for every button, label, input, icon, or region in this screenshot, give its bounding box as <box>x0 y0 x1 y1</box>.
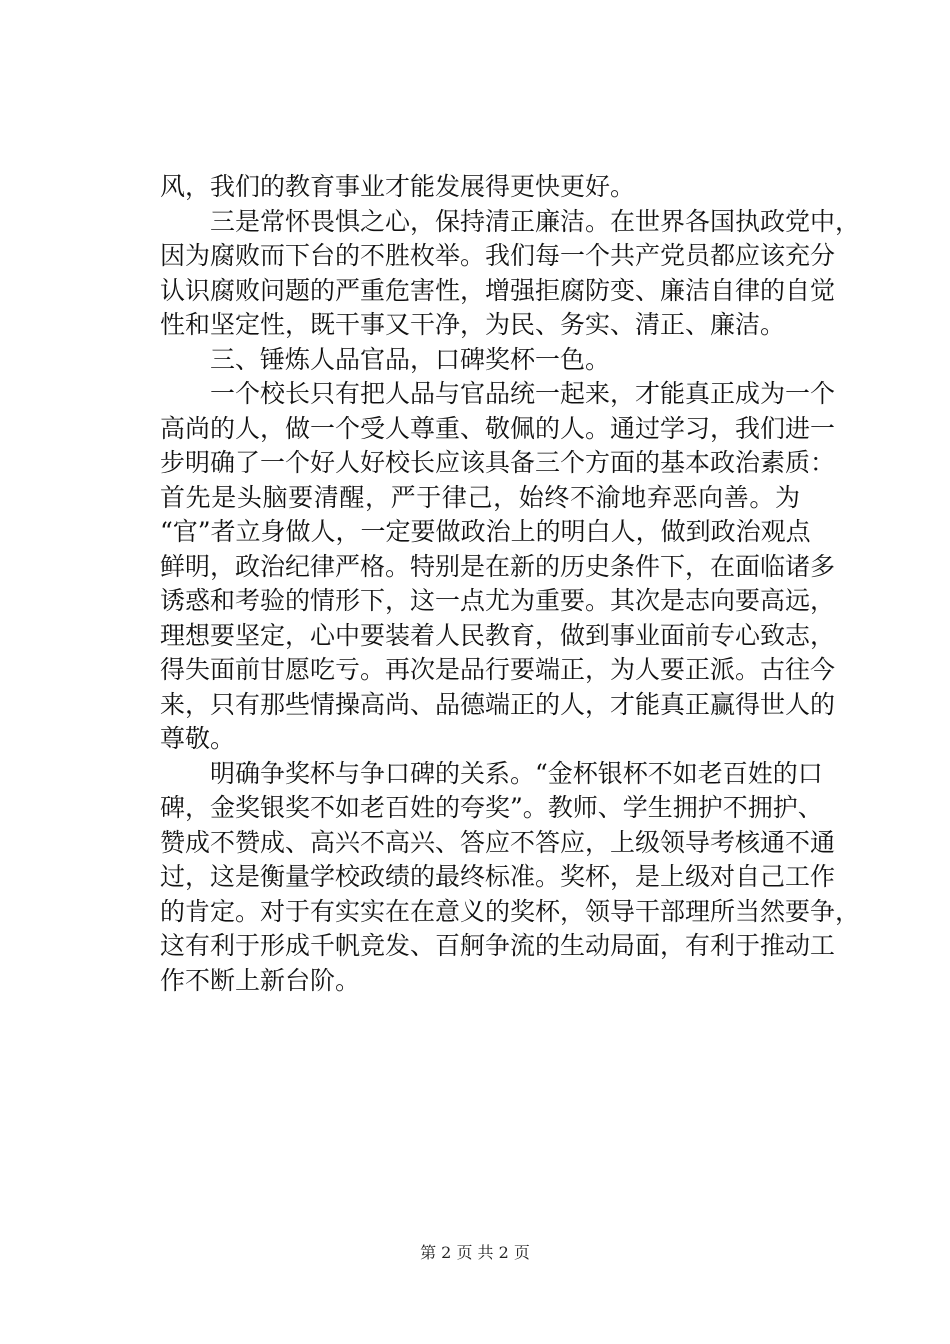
text-line: “官”者立身做人，一定要做政治上的明白人，做到政治观点 <box>160 517 811 546</box>
text-line: 尊敬。 <box>160 724 236 753</box>
section-heading: 三、锤炼人品官品，口碑奖杯一色。 <box>160 344 611 374</box>
text-line: 来，只有那些情操高尚、品德端正的人，才能真正赢得世人的 <box>160 689 836 719</box>
text-line: 三是常怀畏惧之心，保持清正廉洁。在世界各国执政党中， <box>160 206 861 236</box>
text-line: 性和坚定性，既干事又干净，为民、务实、清正、廉洁。 <box>160 310 786 339</box>
text-line: 碑，金奖银奖不如老百姓的夸奖”。教师、学生拥护不拥护、 <box>160 793 823 822</box>
text-line: 高尚的人，做一个受人尊重、敬佩的人。通过学习，我们进一 <box>160 413 836 443</box>
text-line: 明确争奖杯与争口碑的关系。“金杯银杯不如老百姓的口 <box>160 758 823 788</box>
text-line: 因为腐败而下台的不胜枚举。我们每一个共产党员都应该充分 <box>160 241 836 270</box>
text-line: 过，这是衡量学校政绩的最终标准。奖杯，是上级对自己工作 <box>160 862 836 891</box>
text-line: 作不断上新台阶。 <box>160 965 361 995</box>
text-line: 得失面前甘愿吃亏。再次是品行要端正，为人要正派。古往今 <box>160 655 836 684</box>
text-line: 首先是头脑要清醒，严于律己，始终不渝地弃恶向善。为 <box>160 482 800 512</box>
text-line: 赞成不赞成、高兴不高兴、答应不答应，上级领导考核通不通 <box>160 827 836 857</box>
document-body <box>160 170 861 998</box>
text-line: 理想要坚定，心中要装着人民教育，做到事业面前专心致志， <box>160 620 836 650</box>
text-line: 的肯定。对于有实实在在意义的奖杯，领导干部理所当然要争， <box>160 896 861 926</box>
text-line: 诱惑和考验的情形下，这一点尤为重要。其次是志向要高远， <box>160 586 836 615</box>
text-line: 步明确了一个好人好校长应该具备三个方面的基本政治素质： <box>160 448 836 477</box>
text-line: 一个校长只有把人品与官品统一起来，才能真正成为一个 <box>160 379 836 408</box>
text-line: 这有利于形成千帆竞发、百舸争流的生动局面，有利于推动工 <box>160 931 836 960</box>
page-number-footer: 第 2 页 共 2 页 <box>420 1243 530 1262</box>
text-line: 鲜明，政治纪律严格。特别是在新的历史条件下，在面临诸多 <box>160 551 836 581</box>
text-line: 风，我们的教育事业才能发展得更快更好。 <box>160 172 636 201</box>
text-line: 认识腐败问题的严重危害性，增强拒腐防变、廉洁自律的自觉 <box>160 275 836 305</box>
